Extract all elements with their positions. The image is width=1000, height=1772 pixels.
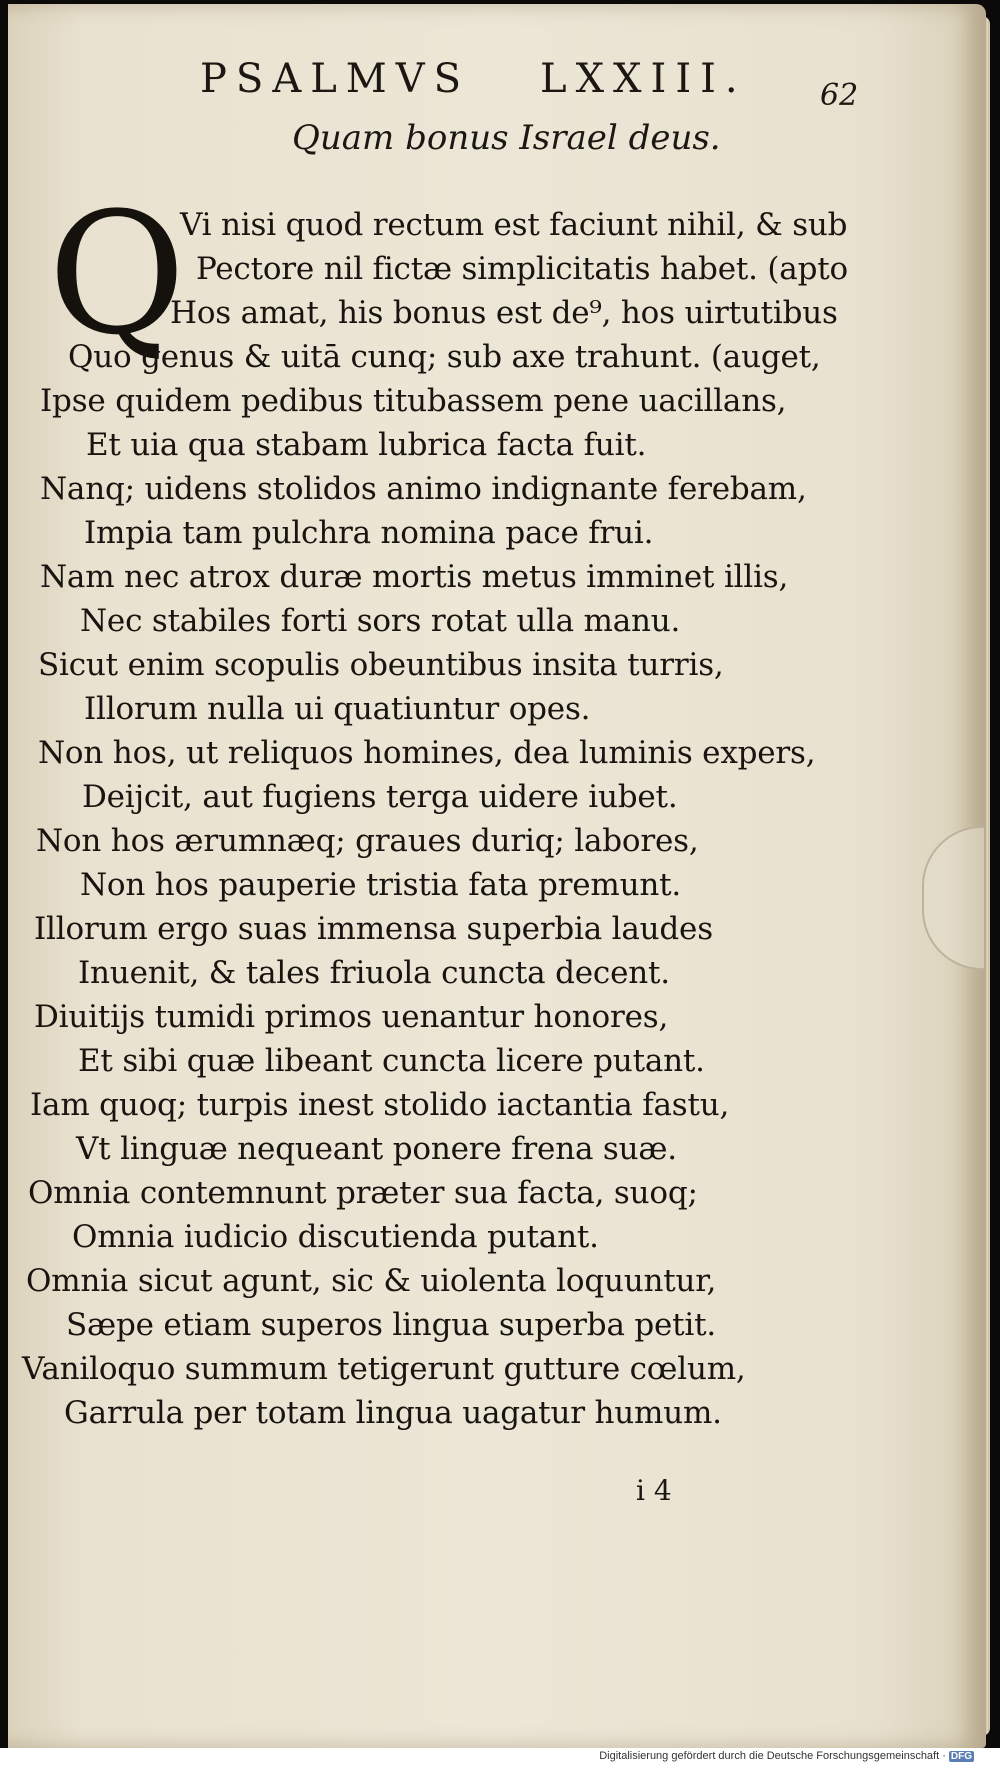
verse-line: Sæpe etiam superos lingua superba petit. — [66, 1307, 717, 1343]
verse-line: Et sibi quæ libeant cuncta licere putant. — [78, 1043, 705, 1079]
verse-line: Garrula per totam lingua uagatur humum. — [64, 1395, 722, 1431]
footer-credit-text: Digitalisierung gefördert durch die Deutsche Forschungsgemeinschaft · — [599, 1750, 946, 1762]
verse-line: Iam quoq; turpis inest stolido iactantia fastu, — [30, 1087, 730, 1123]
signature-mark: i 4 — [636, 1474, 672, 1507]
verse-line: Omnia iudicio discutienda putant. — [72, 1219, 599, 1255]
verse-line: Non hos ærumnæq; graues duriq; labores, — [36, 823, 699, 859]
digitization-footer — [0, 1748, 1000, 1772]
verse-line: Vt linguæ nequeant ponere frena suæ. — [76, 1131, 677, 1167]
psalm-number: LXXIII. — [540, 56, 747, 102]
footer-credit — [599, 1750, 974, 1762]
verse-line: Deijcit, aut fugiens terga uidere iubet. — [82, 779, 678, 815]
drop-capital: Q — [48, 176, 186, 372]
verse-line: Inuenit, & tales friuola cuncta decent. — [78, 955, 670, 991]
verse-line: Vaniloquo summum tetigerunt gutture cœlum, — [22, 1351, 746, 1387]
verse-line: Omnia sicut agunt, sic & uiolenta loquuntur, — [26, 1263, 717, 1299]
verse-line: Quo genus & uitā cunq; sub axe trahunt. (auget, — [68, 339, 821, 375]
verse-line: Illorum ergo suas immensa superbia laudes — [34, 911, 713, 947]
verse-line: Non hos pauperie tristia fata premunt. — [80, 867, 682, 903]
verse-line: Illorum nulla ui quatiuntur opes. — [84, 691, 591, 727]
verse-line: Nec stabiles forti sors rotat ulla manu. — [80, 603, 681, 639]
verse-line: Vi nisi quod rectum est faciunt nihil, & sub — [180, 207, 848, 243]
verse-line: Ipse quidem pedibus titubassem pene uacillans, — [40, 383, 787, 419]
verse-line: Et uia qua stabam lubrica facta fuit. — [86, 427, 647, 463]
verse-line: Nanq; uidens stolidos animo indignante ferebam, — [40, 471, 807, 507]
running-title: PSALMVS — [200, 56, 471, 102]
verse-line: Nam nec atrox duræ mortis metus imminet illis, — [40, 559, 789, 595]
verse-line: Diuitijs tumidi primos uenantur honores, — [34, 999, 669, 1035]
verse-line: Non hos, ut reliquos homines, dea luminis expers, — [38, 735, 816, 771]
psalm-subtitle: Quam bonus Israel deus. — [292, 118, 721, 158]
verse-line: Impia tam pulchra nomina pace frui. — [84, 515, 654, 551]
verse-line: Sicut enim scopulis obeuntibus insita turris, — [38, 647, 724, 683]
folio-number: 62 — [820, 78, 859, 113]
verse-line: Omnia contemnunt præter sua facta, suoq; — [28, 1175, 698, 1211]
dfg-logo-icon: DFG — [950, 1751, 972, 1762]
verse-line: Hos amat, his bonus est de⁹, hos uirtutibus — [170, 295, 838, 331]
verse-line: Pectore nil fictæ simplicitatis habet. (apto — [196, 251, 848, 287]
